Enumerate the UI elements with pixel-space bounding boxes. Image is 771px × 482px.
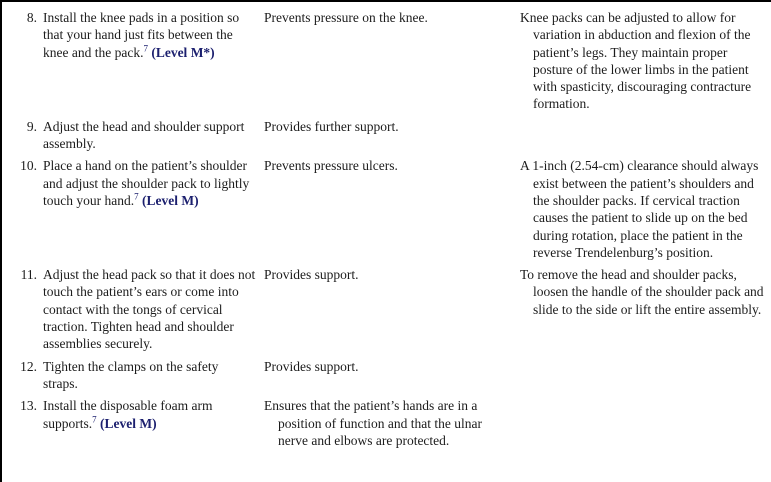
step-text (43, 397, 256, 432)
step-text-main: Tighten the clamps on the safety straps. (43, 358, 219, 391)
table-row-considerations-cell (520, 358, 771, 393)
step-text (43, 266, 256, 352)
step-number: 13. (20, 398, 37, 414)
step-text (43, 118, 256, 153)
step-number: 11. (20, 267, 37, 283)
table-row-rationale-cell: Ensures that the patient’s hands are in a position of function and that the ulnar nerve and elbows are protected. (264, 398, 482, 448)
table-row-rationale-cell: Provides support. (264, 267, 359, 283)
step-text-main: Install the disposable foam arm supports. (43, 398, 213, 431)
table-row-considerations-cell (520, 118, 771, 153)
reference-superscript: 7 (92, 414, 97, 425)
reference-superscript: 7 (134, 191, 139, 202)
table-row-step-cell (14, 118, 264, 153)
table-row-step-cell (14, 397, 264, 449)
step-text-main: Adjust the head pack so that it does not touch the patient’s ears or come into contact with the tongs of cervical traction. Tighten head and shoulder assemblies securely. (43, 267, 256, 352)
table-row-step-cell (14, 9, 264, 113)
evidence-level-label: (Level M) (100, 415, 157, 431)
table-row-step-cell (14, 266, 264, 352)
table-row-rationale-cell: Provides support. (264, 358, 359, 374)
table-row-rationale-cell: Provides further support. (264, 118, 399, 134)
evidence-level-label: (Level M*) (151, 44, 215, 60)
step-text (43, 358, 256, 393)
step-text (43, 157, 256, 209)
reference-superscript: 7 (143, 43, 148, 54)
table-row-rationale-cell: Prevents pressure ulcers. (264, 158, 398, 174)
table-row-rationale-cell: Prevents pressure on the knee. (264, 10, 428, 25)
step-text-main: Install the knee pads in a position so that your hand just fits between the knee and the pack. (43, 10, 240, 60)
table-row-considerations-cell: Knee packs can be adjusted to allow for variation in abduction and flexion of the patient’s legs. They maintain proper posture of the lower limbs in the patient with spasticity, discouraging contracture formation. (520, 10, 752, 112)
table-row-considerations-cell (520, 397, 771, 449)
table-row-considerations-cell: To remove the head and shoulder packs, loosen the handle of the shoulder pack and slide to the side or lift the entire assembly. (520, 267, 764, 317)
procedure-table (14, 9, 771, 449)
step-text-main: Adjust the head and shoulder support assembly. (43, 118, 245, 152)
step-number: 12. (20, 358, 37, 374)
table-row-considerations-cell: A 1-inch (2.54-cm) clearance should always exist between the patient’s shoulders and the shoulder packs. If cervical traction causes the patient to slide up on the bed during rotation, place the patient in the reverse Trendelenburg’s position. (520, 158, 759, 260)
step-number: 9. (26, 118, 37, 134)
step-number: 8. (26, 10, 37, 25)
step-number: 10. (20, 158, 37, 174)
evidence-level-label: (Level M) (141, 192, 199, 208)
step-text-main: Place a hand on the patient’s shoulder and adjust the shoulder pack to lightly touch your hand. (43, 158, 250, 208)
table-row-step-cell (14, 358, 264, 393)
table-row-step-cell (14, 157, 264, 261)
step-text (43, 9, 256, 61)
